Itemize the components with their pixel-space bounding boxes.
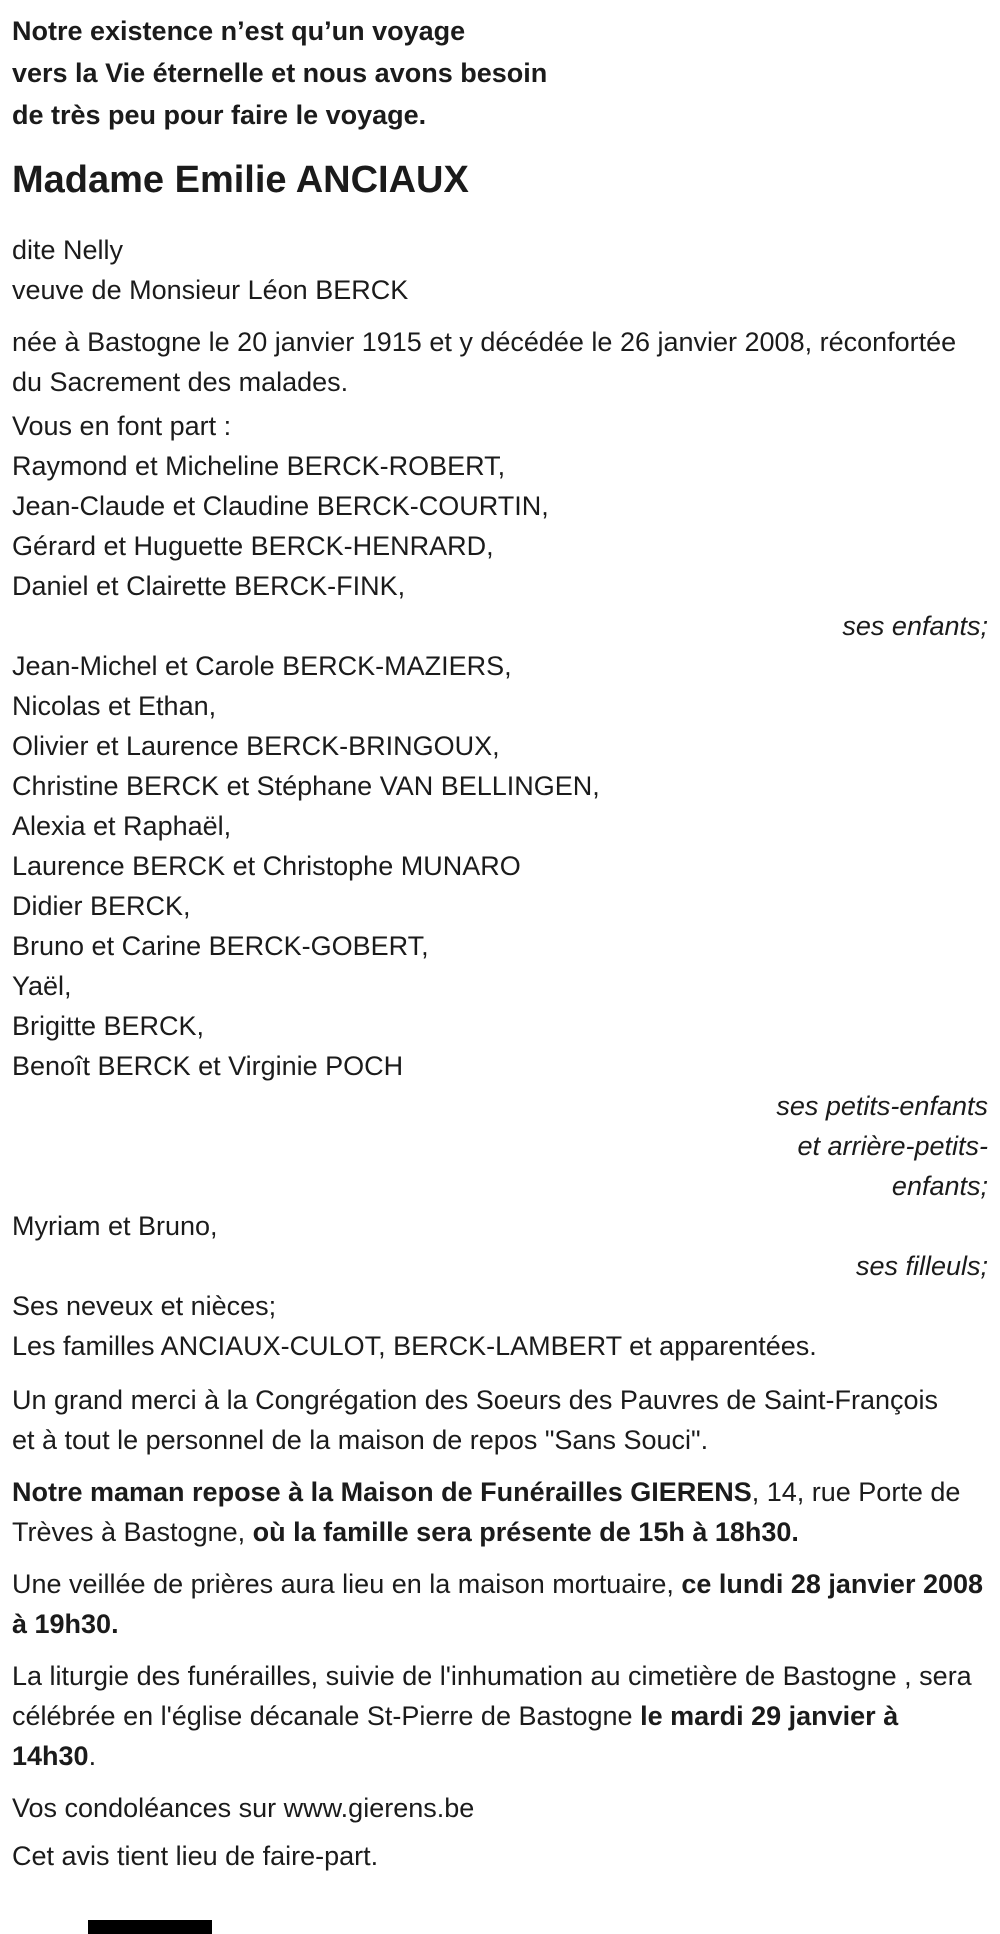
liturgy-datetime: le mardi 29 janvier à 14h30 [12, 1701, 899, 1771]
announcement-intro: Vous en font part : [12, 411, 232, 441]
epigraph-line-1: Notre existence n’est qu’un voyage [12, 16, 466, 46]
deceased-widow-of: veuve de Monsieur Léon BERCK [12, 275, 409, 305]
list-item: Bruno et Carine BERCK-GOBERT, [12, 931, 429, 961]
godchildren-relation-label: ses filleuls; [855, 1251, 988, 1281]
godchildren-names: Myriam et Bruno, [12, 1211, 218, 1241]
deceased-nickname: dite Nelly [12, 235, 124, 265]
grandchildren-list [12, 646, 988, 1086]
vigil-datetime: ce lundi 28 janvier 2008 à 19h30. [12, 1569, 984, 1639]
list-item: Yaël, [12, 971, 72, 1001]
condolences-line: Vos condoléances sur www.gierens.be [12, 1793, 475, 1823]
deceased-name-title: Madame Emilie ANCIAUX [12, 159, 469, 201]
list-item: Daniel et Clairette BERCK-FINK, [12, 571, 406, 601]
epigraph-line-2: vers la Vie éternelle et nous avons besoin [12, 58, 548, 88]
relation-label-line: ses petits-enfants [776, 1091, 988, 1121]
relation-label-line: enfants; [891, 1171, 988, 1201]
bottom-bar [88, 1920, 212, 1934]
nieces-line: Ses neveux et nièces; [12, 1291, 277, 1321]
liturgy-period: . [88, 1741, 97, 1771]
funeral-home-paragraph [12, 1472, 988, 1552]
families-line: Les familles ANCIAUX-CULOT, BERCK-LAMBERT et apparentées. [12, 1331, 817, 1361]
list-item: Brigitte BERCK, [12, 1011, 205, 1041]
funeral-home-bold-1: Notre maman repose à la Maison de Funérailles GIERENS [12, 1477, 752, 1507]
list-item: Christine BERCK et Stéphane VAN BELLINGEN, [12, 771, 600, 801]
list-item: Laurence BERCK et Christophe MUNARO [12, 851, 521, 881]
list-item: Olivier et Laurence BERCK-BRINGOUX, [12, 731, 500, 761]
list-item: Jean-Michel et Carole BERCK-MAZIERS, [12, 651, 512, 681]
deceased-life-dates: née à Bastogne le 20 janvier 1915 et y décédée le 26 janvier 2008, réconfortée du Sacrement des malades. [12, 327, 957, 397]
list-item: Alexia et Raphaël, [12, 811, 232, 841]
children-relation-label: ses enfants; [842, 611, 988, 641]
grandchildren-relation-label [12, 1086, 988, 1206]
funeral-home-address: , 14, rue Porte de Trèves à Bastogne, [12, 1477, 961, 1547]
closing-line: Cet avis tient lieu de faire-part. [12, 1841, 379, 1871]
deceased-subtitle [12, 230, 988, 310]
list-item: Nicolas et Ethan, [12, 691, 217, 721]
liturgy-paragraph [12, 1656, 988, 1776]
funeral-home-bold-2: où la famille sera présente de 15h à 18h30. [252, 1517, 799, 1547]
epigraph [12, 10, 988, 136]
epigraph-line-3: de très peu pour faire le voyage. [12, 100, 427, 130]
list-item: Benoît BERCK et Virginie POCH [12, 1051, 404, 1081]
thanks-paragraph: Un grand merci à la Congrégation des Soeurs des Pauvres de Saint-François et à tout le personnel de la maison de repos "Sans Souci". [12, 1385, 938, 1455]
list-item: Raymond et Micheline BERCK-ROBERT, [12, 451, 506, 481]
children-list [12, 446, 988, 606]
list-item: Gérard et Huguette BERCK-HENRARD, [12, 531, 494, 561]
list-item: Didier BERCK, [12, 891, 191, 921]
relation-label-line: et arrière-petits- [797, 1131, 988, 1161]
liturgy-text: La liturgie des funérailles, suivie de l'inhumation au cimetière de Bastogne , sera célébrée en l'église décanale St-Pierre de Bastogne [12, 1661, 972, 1731]
list-item: Jean-Claude et Claudine BERCK-COURTIN, [12, 491, 549, 521]
vigil-text: Une veillée de prières aura lieu en la maison mortuaire, [12, 1569, 682, 1599]
vigil-paragraph [12, 1564, 988, 1644]
